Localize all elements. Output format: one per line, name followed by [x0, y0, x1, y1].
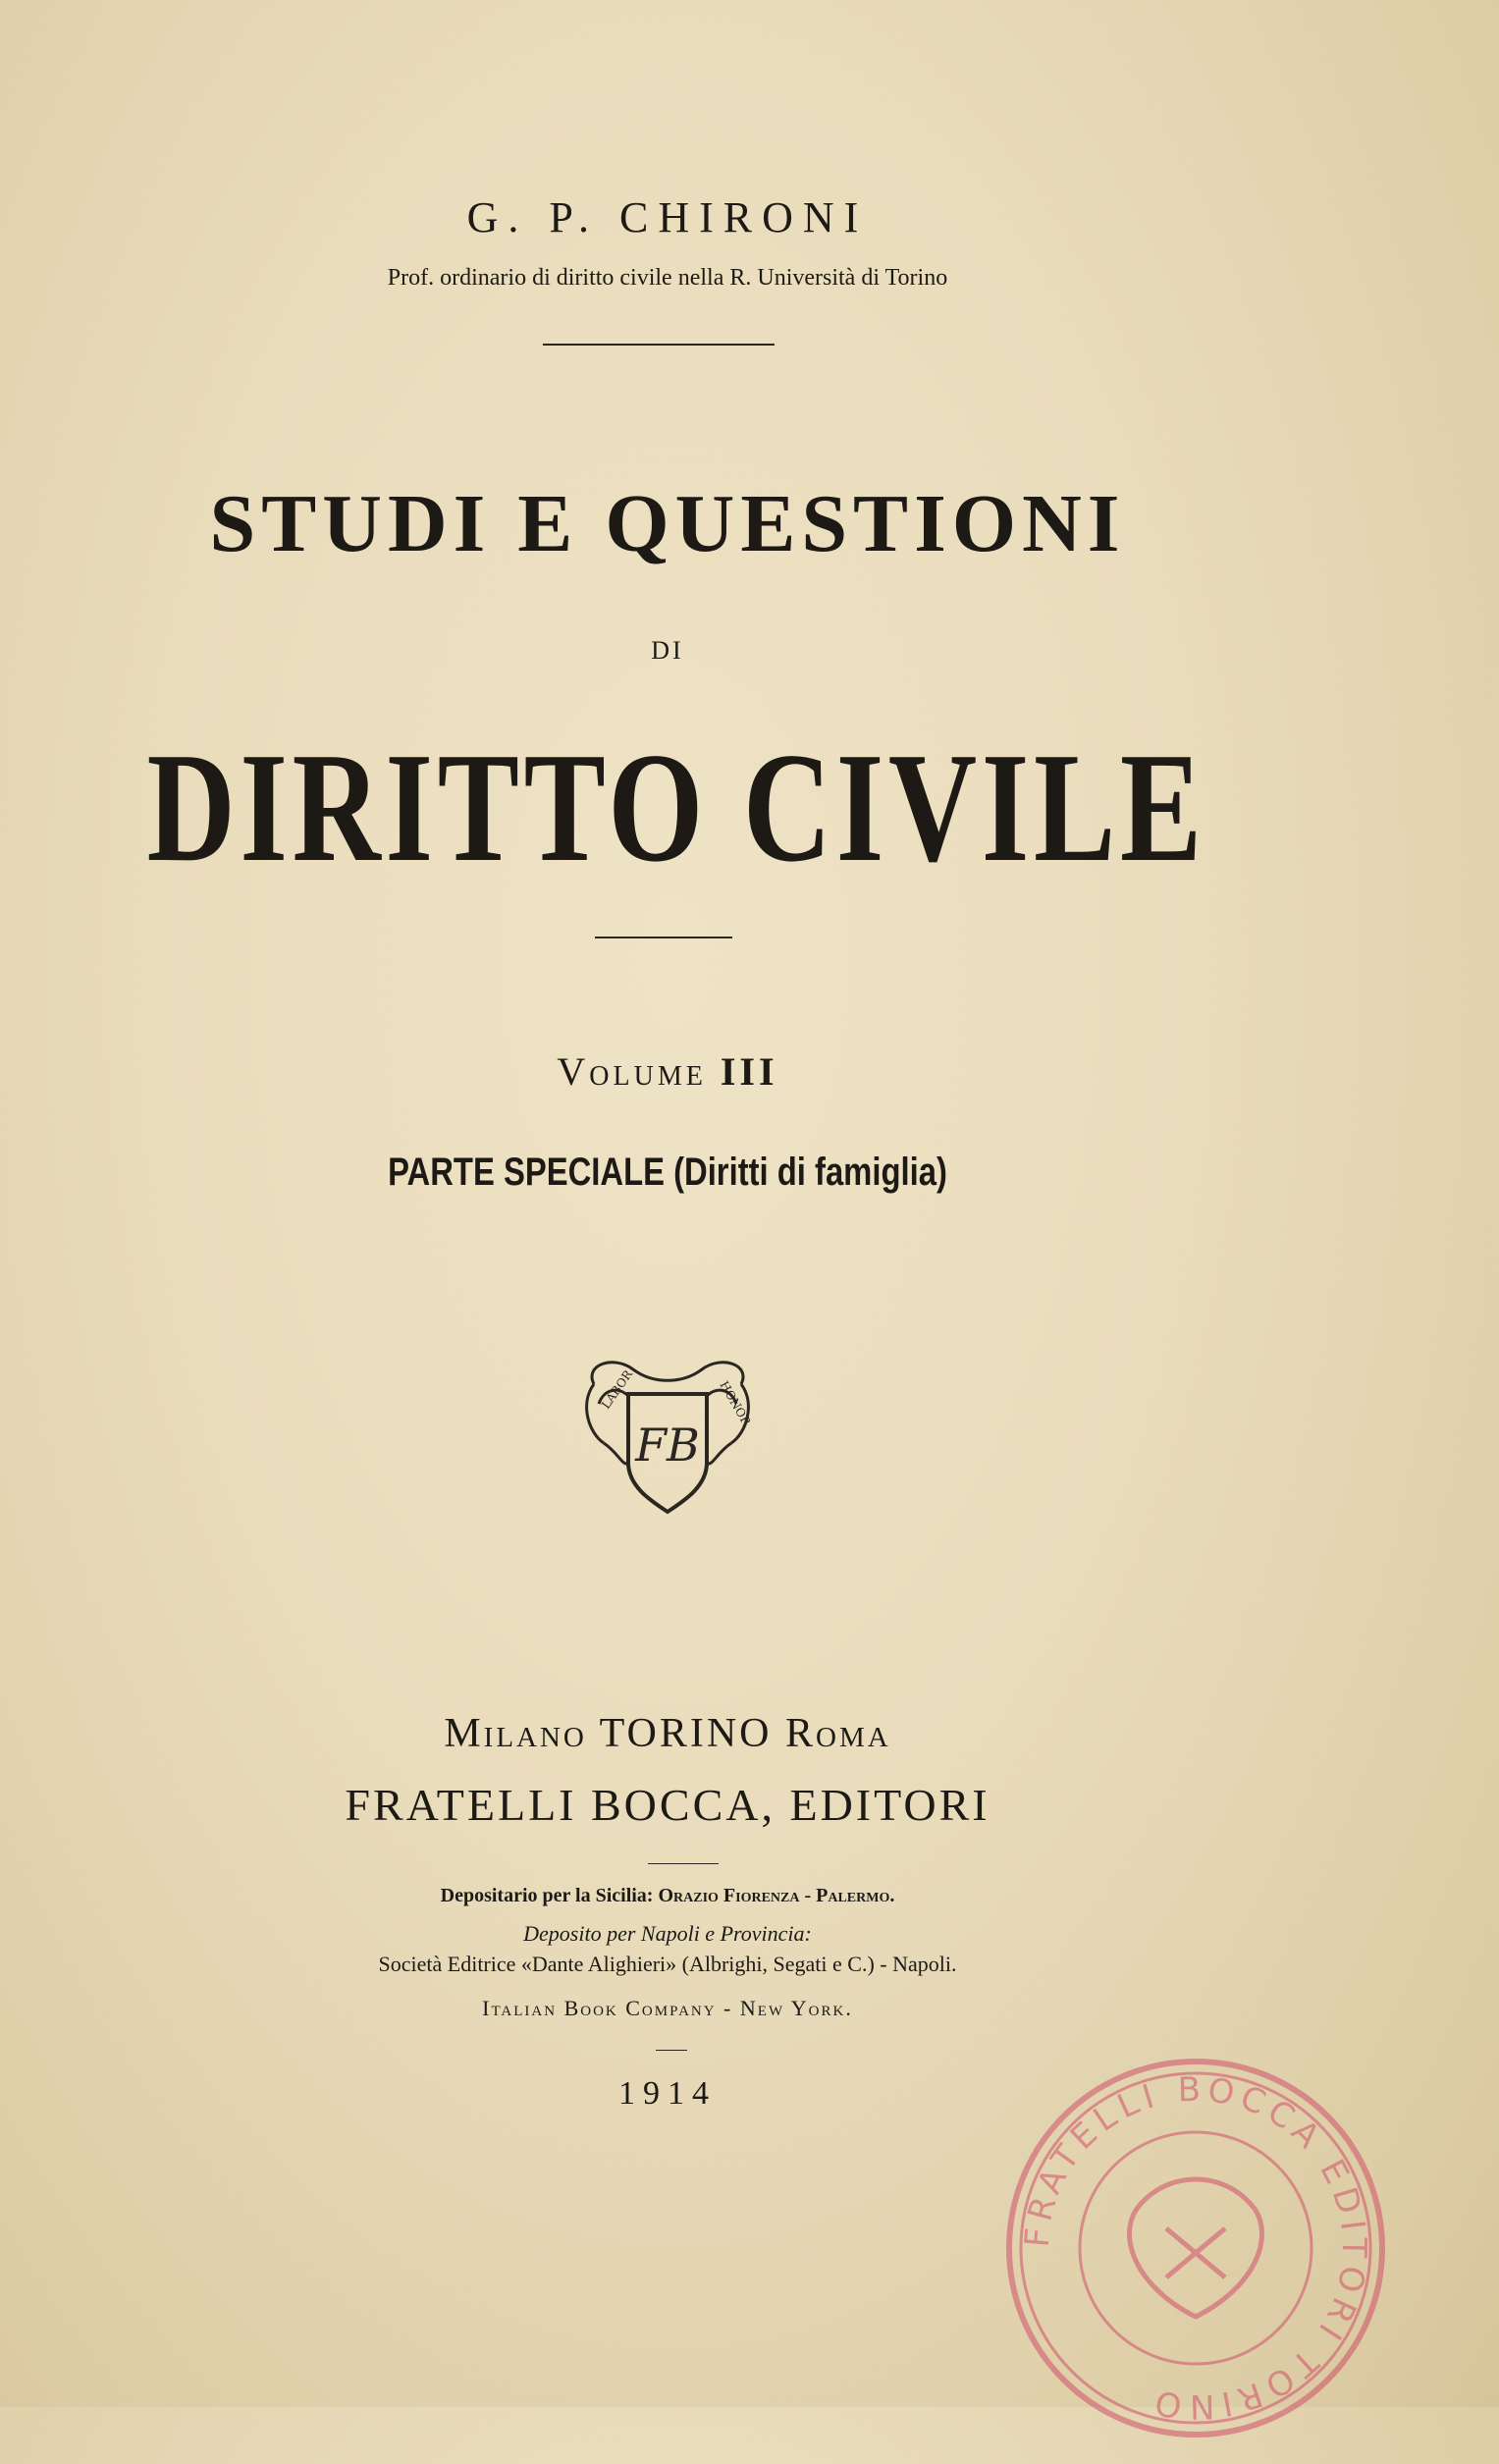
- stamp-text-path: FRATELLI BOCCA EDITORI TORINO: [1017, 2069, 1374, 2427]
- volume-heading: [0, 1048, 1335, 1095]
- volume-label: Volume: [557, 1049, 707, 1094]
- emblem-motto-right: HONOR: [717, 1378, 754, 1428]
- volume-number: III: [720, 1049, 778, 1094]
- city-milano: Milano: [444, 1711, 587, 1756]
- divider-imprint: [648, 1863, 719, 1864]
- emblem-monogram: FB: [635, 1419, 700, 1472]
- title-line-1: STUDI E QUESTIONI: [209, 478, 1126, 569]
- title-connector: DI: [651, 636, 684, 665]
- depositario-label: Depositario per la Sicilia:: [440, 1885, 654, 1906]
- stamp-text: [1018, 2070, 1374, 2427]
- author-name: G. P. CHIRONI: [466, 193, 869, 241]
- depositario-sicilia: [0, 1885, 1335, 1907]
- depositario-value: Orazio Fiorenza - Palermo.: [658, 1885, 895, 1906]
- publisher-name: FRATELLI BOCCA, EDITORI: [345, 1780, 990, 1830]
- publisher-emblem-icon: [574, 1345, 761, 1517]
- italian-book-company: Italian Book Company - New York.: [482, 1996, 853, 2020]
- divider-middle: [595, 937, 732, 938]
- divider-top: [543, 344, 775, 346]
- publisher-cities: [0, 1710, 1335, 1757]
- author-affiliation: Prof. ordinario di diritto civile nella R. Università di Torino: [387, 265, 948, 291]
- deposito-napoli: Deposito per Napoli e Provincia:: [523, 1921, 812, 1946]
- divider-year: [656, 2050, 687, 2051]
- publication-year: 1914: [618, 2075, 717, 2112]
- part-subtitle: PARTE SPECIALE (Diritti di famiglia): [388, 1151, 947, 1194]
- societa-editrice: Società Editrice «Dante Alighieri» (Albrighi, Segati e C.) - Napoli.: [378, 1952, 957, 1976]
- library-stamp-icon: [980, 2032, 1412, 2464]
- title-line-2: DIRITTO CIVILE: [146, 720, 1206, 894]
- city-roma: Roma: [785, 1711, 891, 1756]
- city-torino: TORINO: [599, 1711, 773, 1756]
- emblem-motto-left: LABOR: [598, 1367, 636, 1412]
